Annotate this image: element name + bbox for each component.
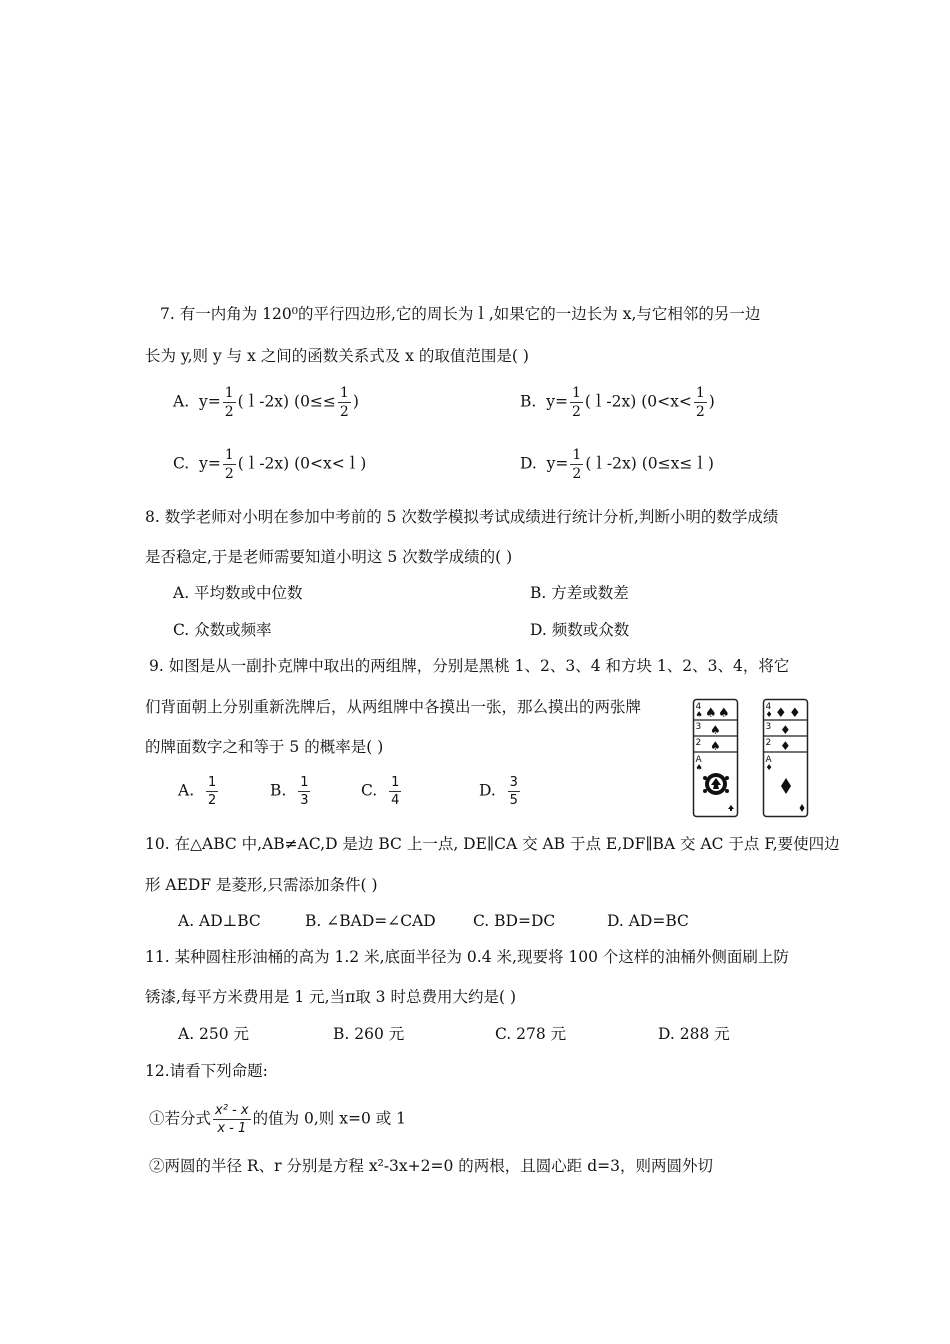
fraction: $\frac{1}{2}$: [224, 385, 234, 420]
q11-line-1: 11. 某种圆柱形油桶的高为 1.2 米,底面半径为 0.4 米,现要将 100 个这样的油桶外侧面刷上防: [145, 948, 789, 966]
spade-card-rank-ace: A: [695, 755, 702, 765]
spade-icon: ♠: [695, 710, 703, 719]
spade-card-rank-3: 3: [695, 722, 702, 732]
diamond-icon: ♦: [780, 723, 791, 737]
spade-card-rank-2: 2: [695, 738, 702, 748]
fraction: $\frac{1}{4}$: [391, 775, 400, 808]
q7-option-c: C. y= $\frac{1}{2}$ (ｌ-2x) (0<x<ｌ): [173, 447, 367, 482]
diamond-card-rank-ace: A: [765, 755, 772, 765]
fraction: $\frac{1}{2}$: [207, 775, 217, 808]
diamond-cards-figure: [762, 698, 810, 820]
q9-option-b: B. $\frac{1}{3}$: [270, 775, 309, 808]
diamond-icon: ♦: [780, 739, 791, 753]
q10-option-c: C. BD=DC: [473, 912, 556, 930]
diamond-card-rank-2: 2: [765, 738, 772, 748]
q11-option-d: D. 288 元: [658, 1025, 730, 1043]
fraction: $\frac{1}{2}$: [572, 447, 582, 482]
q11-line-2: 锈漆,每平方米费用是 1 元,当π取 3 时总费用大约是( ): [145, 988, 516, 1006]
fraction: $\frac{\text{x² - x}}{x - 1}$: [215, 1103, 249, 1136]
q9-line-2: 们背面朝上分别重新洗牌后，从两组牌中各摸出一张，那么摸出的两张牌: [145, 698, 642, 716]
q8-line-1: 8. 数学老师对小明在参加中考前的 5 次数学模拟考试成绩进行统计分析,判断小明的数学成绩: [145, 508, 779, 526]
diamond-card-rank-4: 4: [765, 702, 772, 712]
q7-line-1: 7. 有一内角为 120⁰的平行四边形,它的周长为ｌ,如果它的一边长为 x,与它相邻的另一边: [160, 305, 761, 323]
q8-option-a: A. 平均数或中位数: [173, 584, 303, 602]
q7-option-b: B. y= $\frac{1}{2}$ (ｌ-2x) (0<x< $\frac{1}{2}$ ): [520, 385, 715, 420]
q7-line-2: 长为 y,则 y 与 x 之间的函数关系式及 x 的取值范围是( ): [145, 347, 529, 365]
diamond-icon: ♦: [775, 706, 787, 721]
spade-cards-figure: [692, 698, 740, 820]
q9-option-a: A. $\frac{1}{2}$: [178, 775, 217, 808]
spade-icon: ♠: [710, 723, 721, 737]
q11-option-c: C. 278 元: [495, 1025, 567, 1043]
q9-line-3: 的牌面数字之和等于 5 的概率是( ): [145, 738, 384, 756]
fraction: $\frac{1}{2}$: [224, 447, 234, 482]
q10-option-d: D. AD=BC: [607, 912, 689, 930]
q8-option-c: C. 众数或频率: [173, 621, 272, 639]
spade-icon: ♠: [695, 763, 703, 772]
fraction: $\frac{3}{5}$: [509, 775, 518, 808]
q8-line-2: 是否稳定,于是老师需要知道小明这 5 次数学成绩的( ): [145, 548, 513, 566]
q12-item-1: ①若分式 $\frac{\text{x² - x}}{x - 1}$ 的值为 0,则 x=0 或 1: [149, 1103, 407, 1136]
diamond-icon: ♦: [765, 763, 773, 772]
fraction: $\frac{1}{3}$: [300, 775, 309, 808]
q10-option-a: A. AD⊥BC: [178, 912, 261, 930]
q12-line-1: 12.请看下列命题:: [145, 1062, 268, 1080]
diamond-icon: ♦: [765, 710, 773, 719]
spade-icon: ♠: [718, 706, 730, 721]
fraction: $\frac{1}{2}$: [695, 385, 705, 420]
fraction: $\frac{1}{2}$: [571, 385, 581, 420]
fraction: $\frac{1}{2}$: [339, 385, 349, 420]
q9-option-d: D. $\frac{3}{5}$: [479, 775, 518, 808]
diamond-card-rank-3: 3: [765, 722, 772, 732]
q9-line-1: 9. 如图是从一副扑克牌中取出的两组牌，分别是黑桃 1、2、3、4 和方块 1、2、3、4，将它: [149, 657, 790, 675]
q11-option-b: B. 260 元: [333, 1025, 405, 1043]
q10-line-1: 10. 在△ABC 中,AB≠AC,D 是边 BC 上一点, DE∥CA 交 AB 于点 E,DF∥BA 交 AC 于点 F,要使四边: [145, 835, 840, 853]
q11-option-a: A. 250 元: [178, 1025, 250, 1043]
q8-option-d: D. 频数或众数: [530, 621, 630, 639]
q7-option-d: D. y= $\frac{1}{2}$ (ｌ-2x) (0≤x≤ｌ): [520, 447, 714, 482]
q10-line-2: 形 AEDF 是菱形,只需添加条件( ): [145, 876, 378, 894]
spade-icon: ♠: [705, 706, 717, 721]
spade-card-rank-4: 4: [695, 702, 702, 712]
diamond-icon: ♦: [789, 706, 801, 721]
q9-option-c: C. $\frac{1}{4}$: [361, 775, 400, 808]
q10-option-b: B. ∠BAD=∠CAD: [305, 912, 436, 930]
q12-item-2: ②两圆的半径 R、r 分别是方程 x²-3x+2=0 的两根，且圆心距 d=3，则两圆外切: [149, 1157, 713, 1175]
q7-option-a: A. y= $\frac{1}{2}$ (ｌ-2x) (0≤≤ $\frac{1}{2}$ ): [173, 385, 359, 420]
q8-option-b: B. 方差或数差: [530, 584, 629, 602]
spade-icon: ♠: [710, 739, 721, 753]
